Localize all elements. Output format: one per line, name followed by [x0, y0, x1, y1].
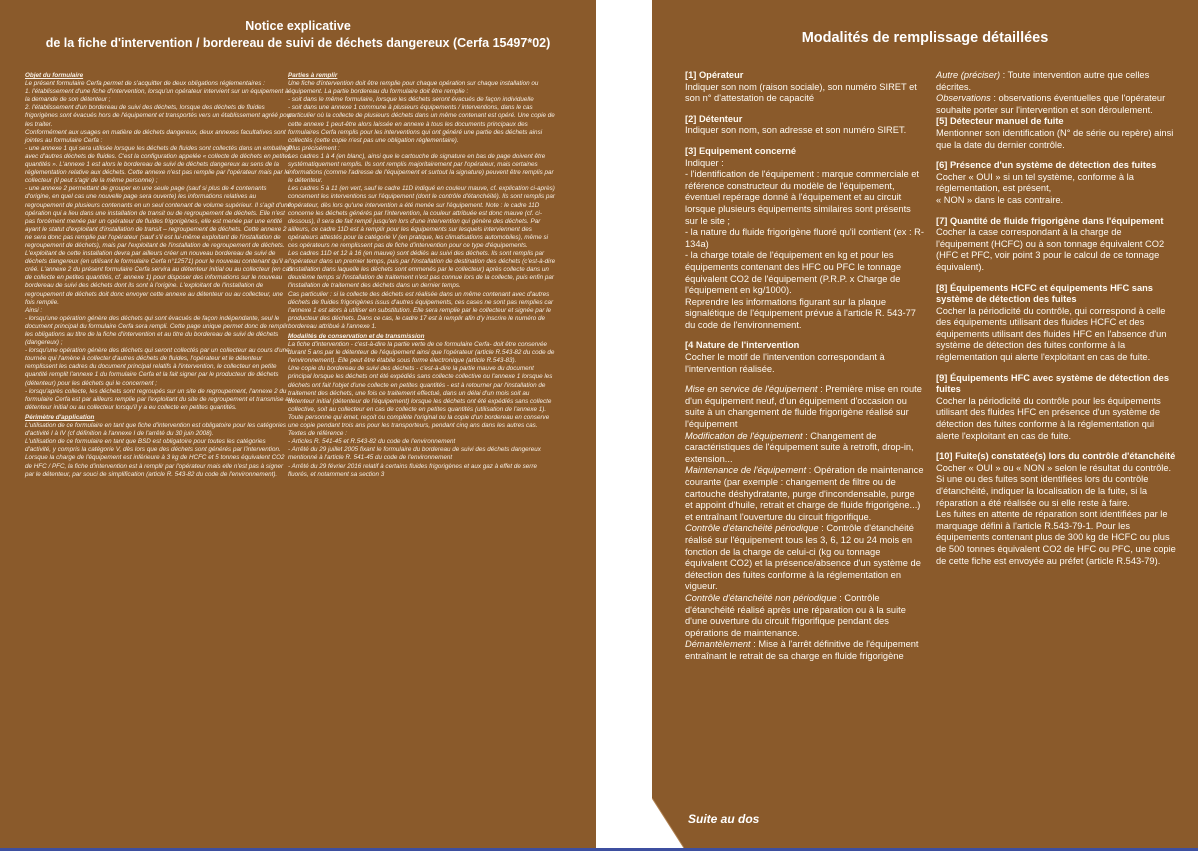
instruction-text: Si une ou des fuites sont identifiées lors du contrôle d'étanchéité, indiquer la localisation de la fuite, si la réparation a été réalisée ou si elle reste à faire. — [936, 474, 1149, 508]
notice-paragraph: - une annexe 2 permettant de grouper en une seule page (sauf si plus de 4 contenants d'origine, en quel cas une nouvelle page sera ouverte) les informations relatives au regroupement de plusieurs contenants en un seul contenant de volume supérieur. Il s'agit d'une opération qui a lieu dans une installation de transit ou de regroupement de déchets. Elle n'est pas forcément menée par un opérateur de fluides frigorigènes, elle est menée par une entité ayant le statut d'exploitant d'installation de transit – regroupement de déchets. Cette annexe 2 ne sera donc pas remplie par l'opérateur (sauf s'il est lui-même exploitant de l'installation de regroupement de déchets), mais par l'exploitant de l'installation de regroupement de déchets. L'exploitant de cette installation devra par ailleurs créer un nouveau bordereau de suivi de déchets dangereux (en utilisant le formulaire Cerfa n°12571) pour le nouveau contenant qu'il a créé. L'annexe 2 du présent formulaire Cerfa servira au détenteur initial ou au collecteur (en cas de collecte en petites quantités, cf. annexe 1) pour disposer des informations sur le nouveau bordereau de suivi des déchets dont ils sont à l'origine. L'exploitant de l'installation de regroupement de déchets doit donc envoyer cette annexe au détenteur ou au collecteur, une fois remplie. — [25, 185, 293, 306]
instruction-text — [685, 465, 925, 523]
instructions-column-1 — [685, 70, 925, 663]
notice-heading: Modalités de conservation et de transmission — [288, 333, 425, 340]
instruction-term: Mise en service de l'équipement — [685, 384, 818, 395]
instruction-section — [936, 160, 1176, 206]
instruction-section — [685, 146, 925, 332]
instruction-heading: [8] Équipements HCFC et équipements HFC sans système de détection des fuites — [936, 282, 1153, 305]
instruction-heading: [2] Détenteur — [685, 113, 743, 124]
instruction-definition: : Contrôle d'étanchéité réalisé après une réparation ou à la suite d'une ouverture du circuit frigorifique pendant des opérations de maintenance. — [685, 592, 906, 638]
instruction-section — [685, 114, 925, 137]
instructions-page-right — [652, 0, 1198, 848]
instruction-text: Cocher « OUI » ou « NON » selon le résultat du contrôle. — [936, 462, 1172, 473]
notice-paragraph: Les cadres 11D et 12 à 16 (en mauve) sont dédiés au suivi des déchets. Ils sont remplis par l'opérateur dans un premier temps, puis par l'installation de destination des déchets (c'est-à-dire l'installation dans laquelle les déchets sont emmenés par le collecteur) après collecte dans un deuxième temps si l'installation de traitement n'est pas connue lors de la collecte, puis enfin par l'installation de traitement des déchets dans un dernier temps. — [288, 250, 556, 290]
instruction-text — [685, 523, 925, 593]
instruction-text — [685, 431, 925, 466]
instruction-section — [936, 70, 1176, 93]
instruction-text: Cocher le motif de l'intervention correspondant à l'intervention réalisée. — [685, 352, 885, 374]
notice-paragraph: - lorsqu'une opération génère des déchets qui seront collectés par un collecteur au cours d'une tournée qui l'amène à collecter d'autres déchets de fluides, l'opérateur et le détenteur remplissent les cadres du document principal relatifs à l'intervention, le collecteur en petite quantité remplit l'annexe 1 du formulaire Cerfa et la fait signer par le producteur de déchets (détenteur) pour les déchets qui le concernent ; — [25, 347, 290, 387]
instruction-text: Indiquer son nom, son adresse et son numéro SIRET. — [685, 125, 907, 136]
instruction-text: - la charge totale de l'équipement en kg et pour les équipements contenant des HFC ou PFC le tonnage équivalent CO2 de l'équipement (P.R.P. x Charge de l'équipement en kg/1000). — [685, 250, 902, 296]
instructions-title: Modalités de remplissage détaillées — [801, 30, 1049, 46]
instruction-section — [936, 93, 1176, 116]
notice-page-left — [0, 0, 596, 848]
notice-paragraph: - Articles R. 541-45 et R.543-82 du code de l'environnement — [288, 438, 456, 446]
instruction-text — [685, 639, 925, 662]
notice-heading: Parties à remplir — [288, 72, 338, 79]
notice-paragraph: 1. l'établissement d'une fiche d'intervention, lorsqu'un opérateur intervient sur un équipement à la demande de son détenteur ; — [25, 88, 289, 104]
notice-paragraph: 2. l'établissement d'un bordereau de suivi des déchets, lorsque des déchets de fluides frigorigènes sont évacués hors de l'équipement et transportés vers un établissement agréé pour les traiter. — [25, 104, 293, 128]
instruction-text: Reprendre les informations figurant sur la plaque signalétique de l'équipement prévue à l'article R. 543-77 du code de l'environnement. — [685, 296, 916, 330]
notice-title — [0, 18, 596, 52]
instruction-heading: [9] Équipements HFC avec système de détection des fuites — [936, 372, 1170, 395]
notice-paragraph: - Arrêté du 29 février 2016 relatif à certains fluides frigorigènes et aux gaz à effet de serre fluorés, et notamment sa section 3 — [288, 462, 537, 478]
instruction-section — [685, 593, 925, 639]
instruction-text — [936, 70, 1176, 93]
notice-paragraph: Lorsque la charge de l'équipement est inférieure à 3 kg de HCFC et 5 tonnes équivalent CO2 de HFC / PFC, la fiche d'intervention est à remplir par l'opérateur mais elle n'est pas à signer par le détenteur, par souci de simplification (article R. 543-82 du code de l'environnement). — [25, 454, 285, 478]
notice-column-1 — [25, 70, 293, 479]
notice-paragraph: Cas particulier : si la collecte des déchets est réalisée dans un même contenant avec d'autres déchets de fluides frigorigènes issus d'autres équipements, ces cases ne sont pas remplies car l'annexe 1 est alors à utiliser en substitution. Elle sera remplie par le collecteur et signée par le producteur des déchets. Dans ce cas, le cadre 17 est à remplir afin d'y inscrire le numéro de bordereau attribué à l'annexe 1. — [288, 290, 554, 330]
instructions-column-2 — [936, 70, 1176, 576]
instruction-heading: [4 Nature de l'intervention — [685, 340, 800, 351]
instruction-term: Contrôle d'étanchéité périodique — [685, 523, 819, 534]
instruction-section — [936, 373, 1176, 443]
instruction-heading: [7] Quantité de fluide frigorigène dans l'équipement — [936, 215, 1164, 226]
instruction-text: Mentionner son identification (N° de série ou repère) ainsi que la date du dernier contrôle. — [936, 127, 1174, 150]
instruction-heading: [6] Présence d'un système de détection des fuites — [936, 160, 1157, 171]
notice-column-2 — [288, 70, 556, 479]
instruction-definition: : Mise à l'arrêt définitive de l'équipement entraînant le retrait de sa charge en fluide frigorigène — [685, 639, 919, 661]
instruction-definition: : Première mise en route d'un équipement neuf, d'un équipement d'occasion ou suite à un changement de fluide frigorigène réalisé sur l'équipement — [685, 384, 922, 430]
notice-paragraph: Ainsi : — [25, 306, 43, 314]
instruction-term: Contrôle d'étanchéité non périodique — [685, 592, 837, 603]
instruction-section — [936, 116, 1176, 151]
notice-paragraph: - soit dans le même formulaire, lorsque les déchets seront évacués de façon individuelle — [288, 96, 534, 104]
instruction-heading: [3] Equipement concerné — [685, 145, 797, 156]
instruction-heading: [1] Opérateur — [685, 70, 744, 80]
instruction-term: Observations — [936, 93, 991, 104]
instruction-definition: : Toute intervention autre que celles décrites. — [936, 70, 1150, 92]
instruction-term: Modification de l'équipement — [685, 430, 803, 441]
instruction-text: Cocher « OUI » si un tel système, conforme à la réglementation, est présent, — [936, 171, 1134, 194]
notice-paragraph: - soit dans une annexe 1 commune à plusieurs équipements / interventions, dans le cas particulier où la collecte de plusieurs déchets dans un même contenant est opéré. Une copie de cette annexe 1 peut-être alors laissée en annexe à tous les documents principaux des formulaires Cerfa remplis pour les interventions qui ont généré une partie des déchets ainsi collectés (cette copie n'est pas une obligation réglementaire). — [288, 104, 555, 144]
notice-paragraph: Plus précisément : — [288, 144, 340, 152]
instruction-text: - l'identification de l'équipement : marque commerciale et référence constructeur du modèle de l'équipement, éventuel repérage donné à l'équipement et au circuit lorsque plusieurs équipements similaires sont présents sur le site ; — [685, 169, 920, 226]
instruction-text: Cocher la périodicité du contrôle pour les équipements utilisant des fluides HFC en présence d'un système de détection des fuites conforme à la réglementation qui alerte l'exploitant en cas de fuite. — [936, 395, 1161, 441]
notice-paragraph: L'utilisation de ce formulaire en tant que BSD est obligatoire pour toutes les catégories d'activité, y compris la catégorie V, dès lors que des déchets sont générés par l'intervention. — [25, 438, 281, 454]
instruction-section — [685, 431, 925, 466]
instruction-heading: [10] Fuite(s) constatée(s) lors du contrôle d'étanchéité — [936, 451, 1176, 462]
instruction-section — [685, 465, 925, 523]
notice-paragraph: Une fiche d'intervention doit être remplie pour chaque opération sur chaque installation ou équipement. La partie bordereau du formulaire doit être remplie : — [288, 80, 539, 96]
notice-paragraph: - lorsqu'une opération génère des déchets qui sont évacués de façon indépendante, seul le document principal du formulaire Cerfa sera rempli. Cette page unique permet donc de remplir les obligations au titre de la fiche d'intervention et au titre du bordereau de suivi de déchets (dangereux) ; — [25, 314, 288, 347]
notice-paragraph: Textes de référence : — [288, 430, 347, 438]
instruction-definition: : Opération de maintenance courante (par exemple : changement de filtre ou de cartouche déshydratante, purge d'incondensable, purge et appoint d'huile, retrait et charge de fluide frigorigène...) et entraînant l'ouverture du circuit frigorifique. — [685, 465, 924, 522]
instruction-text — [936, 93, 1176, 116]
instruction-section — [936, 451, 1176, 567]
notice-paragraph: Conformément aux usages en matière de déchets dangereux, deux annexes facultatives sont jointes au formulaire Cerfa : — [25, 128, 286, 144]
instruction-text — [685, 384, 925, 430]
notice-title-line2: de la fiche d'intervention / bordereau de suivi de déchets dangereux (Cerfa 15497*02) — [45, 36, 551, 50]
instruction-section — [685, 639, 925, 662]
instruction-text: Indiquer : — [685, 157, 724, 168]
instruction-text: Cocher la périodicité du contrôle, qui correspond à celle des équipements utilisant des fluides HCFC et des équipements utilisant des fluides HFC en l'absence d'un système de détection des fuites conforme à la réglementation qui alerte l'exploitant en cas de fuite. — [936, 305, 1167, 363]
instruction-text — [685, 593, 925, 639]
instruction-heading: [5] Détecteur manuel de fuite — [936, 116, 1064, 127]
notice-heading: Périmètre d'application — [25, 413, 95, 421]
instruction-section — [685, 340, 925, 375]
instruction-section — [936, 216, 1176, 274]
instruction-text: - la nature du fluide frigorigène fluoré qu'il contient (ex : R-134a) — [685, 227, 924, 249]
instruction-definition: : observations éventuelles que l'opérateur souhaite porter sur l'intervention et son déroulement. — [936, 93, 1166, 115]
instruction-term: Maintenance de l'équipement — [685, 465, 807, 476]
notice-paragraph: Les cadres 1 à 4 (en blanc), ainsi que le cartouche de signature en bas de page doivent être systématiquement remplis. Ils sont remplis majoritairement par l'opérateur, mais certaines informations (comme l'adresse de l'équipement et surtout la signature) peuvent être remplis par le détenteur. — [288, 152, 554, 185]
page-fold-icon — [652, 798, 684, 848]
instruction-definition: : Contrôle d'étanchéité réalisé sur l'équipement tous les 3, 6, 12 ou 24 mois en fonction de la charge de celui-ci (kg ou tonnage équivalent CO2) et la présence/absence d'un système de détection des fuites conforme à la réglementation en vigueur. — [685, 523, 921, 592]
suite-au-dos-label: Suite au dos — [688, 812, 760, 826]
instruction-text: « NON » dans le cas contraire. — [936, 194, 1064, 205]
notice-paragraph: - Arrêté du 29 juillet 2005 fixant le formulaire du bordereau de suivi des déchets dangereux mentionné à l'article R. 541-45 du code de l'environnement — [288, 446, 541, 462]
notice-paragraph: - lorsqu'après collecte, les déchets sont regroupés sur un site de regroupement, l'annexe 2 du formulaire Cerfa est par ailleurs remplie par l'exploitant du site de regroupement et transmise au détenteur initial ou au collecteur lorsqu'il y a eu collecte en petites quantités. — [25, 387, 293, 411]
instruction-term: Autre (préciser) — [936, 70, 1001, 80]
notice-title-line1: Notice explicative — [245, 19, 351, 33]
notice-paragraph: - une annexe 1 qui sera utilisée lorsque les déchets de fluides sont collectés dans un emballage avec d'autres déchets de fluides. C'est la configuration appelée « collecte de déchets en petites quantités ». L'annexe 1 est alors le bordereau de suivi de déchets dangereux au sens de la réglementation relative aux déchets. Cette annexe n'est pas remplie par l'opérateur mais par le collecteur (il peut s'agir de la même personne) ; — [25, 144, 293, 185]
instruction-section — [936, 283, 1176, 364]
notice-paragraph: La fiche d'intervention - c'est-à-dire la partie verte de ce formulaire Cerfa- doit être conservée durant 5 ans par le détenteur de l'équipement ainsi que l'opérateur (article R.543-82 du code de l'environnement). Elle peut être établie sous forme électronique (article R.543-83). — [288, 341, 555, 365]
notice-paragraph: Les cadres 5 à 11 (en vert, sauf le cadre 11D indiqué en couleur mauve, cf. explication ci-après) concernent les interventions sur l'équipement (dont le contrôle d'étanchéité). Ils sont remplis par l'opérateur, dès lors qu'une intervention a été menée sur l'équipement. Note : le cadre 11D concerne les déchets générés par l'intervention, la couleur attribuée est donc mauve (cf. ci-dessous), il sera de fait rempli jusqu'en lors d'une intervention qui génère des déchets. Par ailleurs, ce cadre 11D est à remplir pour les équipements sur lesquels interviennent des opérateurs attestés pour la catégorie V (en pratique, les climatisations automobiles), même si ces opérateurs ne remplissent pas de fiche d'intervention pour ce type d'équipements. — [288, 185, 556, 249]
instruction-section — [685, 70, 925, 105]
instruction-definition: : Changement de caractéristiques de l'équipement suite à retrofit, drop-in, extension... — [685, 430, 914, 464]
instruction-text: Les fuites en attente de réparation sont identifiées par le marquage défini à l'article R.543-79-1. Pour les équipements contenant plus de 300 kg de HCFC ou plus de 500 tonnes équivalent CO2 de HFC ou PFC, une copie de cette fiche est envoyée au préfet (article R.543-79). — [936, 509, 1176, 566]
instruction-text: Cocher la case correspondant à la charge de l'équipement (HCFC) ou à son tonnage équivalent CO2 (HFC et PFC, voir point 3 pour le calcul de ce tonnage équivalent). — [936, 227, 1165, 272]
instruction-section — [685, 523, 925, 593]
notice-paragraph: L'utilisation de ce formulaire en tant que fiche d'intervention est obligatoire pour les catégories d'activité I à IV (cf définition à l'annexe I de l'arrêté du 30 juin 2008). — [25, 422, 287, 438]
instruction-text: Indiquer son nom (raison sociale), son numéro SIRET et son n° d'attestation de capacité — [685, 81, 917, 104]
notice-paragraph: Le présent formulaire Cerfa permet de s'acquitter de deux obligations réglementaires : — [25, 80, 265, 88]
instruction-section — [685, 384, 925, 430]
notice-paragraph: Une copie du bordereau de suivi des déchets - c'est-à-dire la partie mauve du document principal lorsque les déchets ont été expédiés sans collecte collective ou l'annexe 1 lorsque les déchets ont fait l'objet d'une collecte en petites quantités - est à retourner par l'installation de traitement des déchets, une fois ce traitement effectué, dans un délai d'un mois soit au détenteur initial (détenteur de l'équipement) lorsque les déchets ont été expédiés sans collecte collective, soit au collecteur en cas de collecte en petites quantités (utilisation de l'annexe 1). Toute personne qui émet, reçoit ou complète l'original ou la copie d'un bordereau en conserve une copie pendant trois ans pour les transporteurs, pendant cinq ans dans les autres cas. — [288, 365, 553, 430]
notice-heading: Objet du formulaire — [25, 72, 84, 79]
instruction-term: Démantèlement — [685, 639, 751, 650]
